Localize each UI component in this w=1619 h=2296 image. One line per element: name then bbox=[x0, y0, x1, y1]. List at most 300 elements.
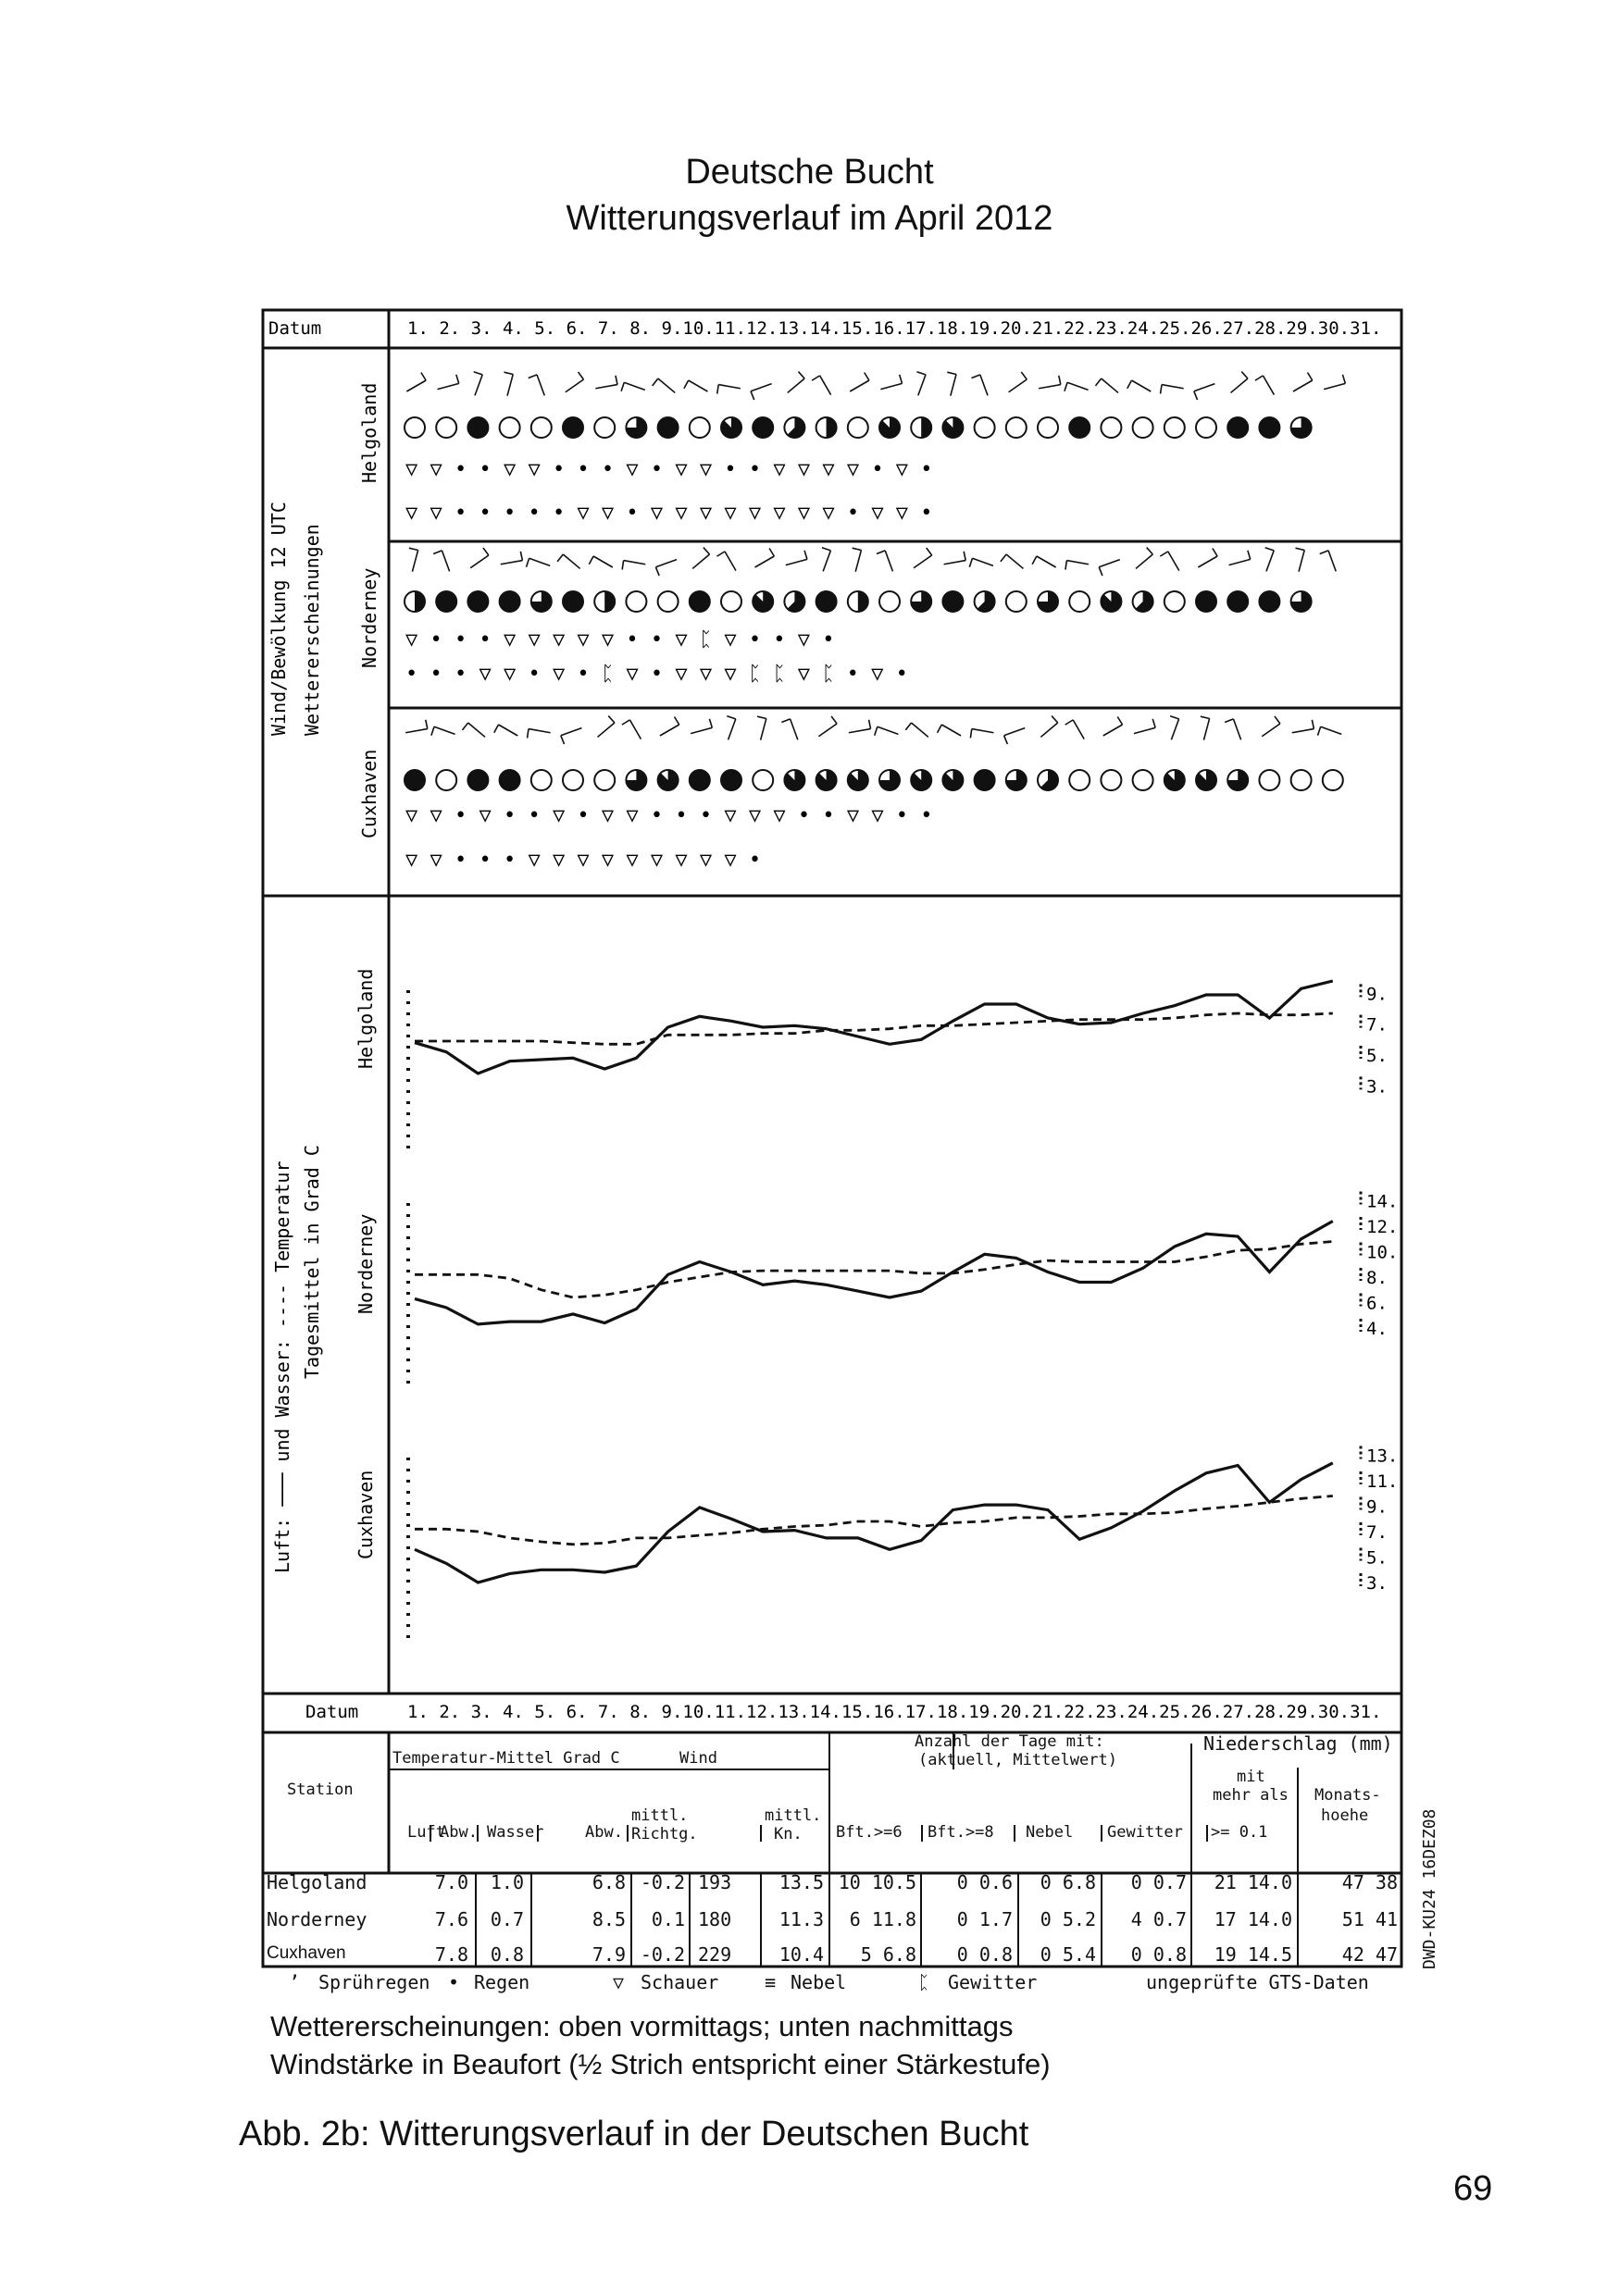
cell-kn: 10.4 bbox=[778, 1943, 824, 1966]
legend-gewitter: Gewitter bbox=[948, 1971, 1038, 1993]
wind-barb-shaft bbox=[820, 376, 831, 395]
wind-barb-feather bbox=[769, 548, 774, 556]
cloud-cover-cuxhaven bbox=[1133, 770, 1153, 790]
cloud-cover-norderney bbox=[626, 591, 646, 612]
wind-barb-shaft bbox=[405, 729, 428, 733]
cloud-circle bbox=[1164, 591, 1185, 612]
cloud-cover-cuxhaven bbox=[531, 770, 552, 790]
th-bft8: Bft.>=8 bbox=[928, 1823, 994, 1842]
wind-barb bbox=[1136, 548, 1152, 569]
cloud-cover-norderney bbox=[405, 591, 425, 612]
y-tick-label: 11. bbox=[1366, 1471, 1399, 1492]
wind-barb-shaft bbox=[1262, 724, 1280, 737]
wind-barb-shaft bbox=[412, 550, 417, 571]
cloud-circle bbox=[1196, 417, 1216, 438]
th-precip-mit-3: >= 0.1 bbox=[1211, 1823, 1268, 1842]
figure-caption: Abb. 2b: Witterungsverlauf in der Deutschen Bucht bbox=[239, 2115, 1029, 2153]
wind-barb bbox=[1065, 561, 1089, 570]
wind-barb-shaft bbox=[855, 550, 861, 571]
cloud-cover-norderney bbox=[721, 591, 741, 612]
cloud-cover-helgoland bbox=[1227, 417, 1248, 438]
cloud-cover-helgoland bbox=[753, 417, 773, 438]
legend-nebel: Nebel bbox=[791, 1971, 847, 1993]
cloud-cover-cuxhaven bbox=[1259, 770, 1279, 790]
cloud-circle bbox=[1227, 417, 1248, 438]
wind-barb bbox=[1160, 552, 1179, 571]
wind-barb bbox=[684, 380, 708, 391]
wind-barb-shaft bbox=[972, 558, 993, 565]
page-number: 69 bbox=[1453, 2169, 1493, 2208]
wind-barb-shaft bbox=[791, 719, 798, 740]
cloud-fill bbox=[784, 770, 804, 790]
wind-barb-feather bbox=[1241, 372, 1248, 379]
cloud-circle bbox=[1006, 417, 1027, 438]
cloud-circle bbox=[1227, 591, 1248, 612]
y-tick-label: 7. bbox=[1366, 1522, 1388, 1543]
y-tick-label: 5. bbox=[1366, 1046, 1388, 1066]
wind-barb-shaft bbox=[434, 726, 455, 734]
wind-barb-shaft bbox=[593, 556, 613, 567]
wind-barb-feather bbox=[622, 720, 630, 725]
cloud-circle bbox=[1101, 417, 1121, 438]
cloud-cover-helgoland bbox=[690, 417, 710, 438]
wind-barb-shaft bbox=[725, 552, 736, 571]
cloud-circle bbox=[467, 417, 488, 438]
cloud-circle bbox=[500, 770, 520, 790]
cloud-circle bbox=[658, 591, 679, 612]
cloud-cover-helgoland bbox=[879, 417, 900, 438]
cloud-circle bbox=[975, 770, 995, 790]
th-wind-kn-1: mittl. bbox=[765, 1806, 822, 1825]
wind-barb-feather bbox=[751, 391, 754, 400]
cloud-cover-helgoland bbox=[594, 417, 615, 438]
wind-barb-shaft bbox=[658, 379, 675, 392]
wind-barb bbox=[1001, 554, 1024, 568]
legend-regen: Regen bbox=[474, 1971, 530, 1993]
wind-barb bbox=[438, 375, 459, 390]
wind-barb bbox=[850, 372, 869, 391]
wind-barb-shaft bbox=[598, 723, 615, 737]
wind-barb-shaft bbox=[566, 379, 584, 392]
cloud-cover-cuxhaven bbox=[1323, 770, 1343, 790]
wind-barb-feather bbox=[1318, 726, 1321, 735]
wind-barb-feather bbox=[831, 716, 837, 724]
wind-barb-feather bbox=[1201, 716, 1210, 718]
wind-barb-feather bbox=[869, 720, 871, 729]
wind-barb-feather bbox=[1065, 561, 1066, 570]
cell-monat: 47 38 bbox=[1341, 1871, 1398, 1893]
wind-barb-feather bbox=[1052, 716, 1058, 723]
wind-barb-feather bbox=[727, 716, 735, 719]
wind-barb bbox=[1292, 720, 1314, 733]
wind-barb-shaft bbox=[880, 383, 902, 389]
wind-barb-feather bbox=[684, 380, 689, 389]
legend-schauer-symbol: ▽ bbox=[613, 1971, 625, 1993]
wind-barb bbox=[1324, 375, 1345, 390]
cell-abw: 0.8 bbox=[490, 1943, 524, 1966]
wind-barb-feather bbox=[674, 716, 679, 725]
statistics-table bbox=[263, 1732, 1401, 1967]
cloud-circle bbox=[1038, 417, 1058, 438]
wind-barb-feather bbox=[1032, 556, 1037, 565]
wind-barb bbox=[1127, 380, 1152, 391]
th-wind-kn-2: Kn. bbox=[774, 1825, 803, 1843]
th-wasser: Wasser bbox=[487, 1823, 544, 1842]
wind-barb bbox=[812, 376, 831, 395]
cell-mit: 21 14.0 bbox=[1214, 1871, 1292, 1893]
wind-barb bbox=[1065, 382, 1089, 391]
wind-barb-shaft bbox=[624, 382, 645, 390]
cloud-circle bbox=[436, 417, 456, 438]
wind-barb-feather bbox=[798, 372, 804, 379]
wind-barb bbox=[529, 375, 545, 396]
wind-barb-feather bbox=[426, 720, 428, 729]
wind-barb bbox=[1295, 548, 1304, 571]
wind-barb bbox=[727, 716, 735, 740]
wind-barb-feather bbox=[1004, 736, 1008, 744]
wind-barb bbox=[528, 729, 551, 738]
note-weather: Wettererscheinungen: oben vormittags; unten nachmittags bbox=[270, 2010, 1014, 2042]
wind-barb bbox=[622, 561, 645, 570]
line-norderney-wasser bbox=[415, 1242, 1333, 1298]
cell-bft6: 6 11.8 bbox=[849, 1908, 916, 1930]
wind-barb bbox=[504, 372, 513, 395]
cell-luft: 7.6 bbox=[434, 1908, 468, 1930]
cell-station: Cuxhaven bbox=[267, 1943, 346, 1963]
wind-barb-feather bbox=[1255, 376, 1264, 380]
cloud-cover-helgoland bbox=[942, 417, 963, 438]
temp-station-label-helgoland: Helgoland bbox=[355, 968, 377, 1069]
wind-barb-shaft bbox=[761, 718, 766, 739]
cloud-fill bbox=[942, 770, 963, 790]
cell-bft6: 10 10.5 bbox=[838, 1871, 916, 1893]
temp-station-label-norderney: Norderney bbox=[355, 1213, 377, 1314]
legend-regen-symbol: • bbox=[448, 1971, 460, 1993]
legend-spruehregen-symbol: ’ bbox=[289, 1971, 301, 1993]
wind-barb-shaft bbox=[507, 374, 513, 395]
th-precip-group: Niederschlag (mm) bbox=[1203, 1732, 1393, 1755]
temperature-axis-label: Luft: ─── und Wasser: ---- Temperatur bbox=[271, 1160, 293, 1573]
cloud-cover-norderney bbox=[467, 591, 488, 612]
date-ticks-bottom: 1. 2. 3. 4. 5. 6. 7. 8. 9.10.11.12.13.14.15.16.17.18.19.20.21.22.23.24.25.26.27.28.29.30.31. bbox=[407, 1702, 1382, 1722]
wind-barb-shaft bbox=[438, 383, 459, 389]
temp-station-label-cuxhaven: Cuxhaven bbox=[355, 1470, 377, 1559]
cell-gewitter: 0 0.8 bbox=[1130, 1943, 1187, 1966]
weather-cuxhaven-afternoon: ▽ ▽ • • • ▽ ▽ ▽ ▽ ▽ ▽ ▽ ▽ ▽ • bbox=[405, 849, 762, 872]
cell-abw: 1.0 bbox=[490, 1871, 524, 1893]
cloud-cover-norderney bbox=[816, 591, 837, 612]
cloud-circle bbox=[626, 591, 646, 612]
wind-barb-feather bbox=[947, 372, 956, 374]
wind-barb-feather bbox=[621, 382, 624, 391]
wind-barb-feather bbox=[1161, 385, 1162, 394]
cell-monat: 51 41 bbox=[1341, 1908, 1398, 1930]
wind-barb-feather bbox=[865, 372, 869, 380]
wind-barb-feather bbox=[969, 558, 972, 566]
cloud-circle bbox=[563, 417, 583, 438]
cloud-cover-norderney bbox=[942, 591, 963, 612]
cloud-circle bbox=[436, 591, 456, 612]
cloud-cover-helgoland bbox=[911, 417, 931, 438]
wind-barb-feather bbox=[589, 556, 593, 565]
wind-barb bbox=[409, 548, 418, 571]
cell-kn: 11.3 bbox=[778, 1908, 824, 1930]
cloud-cover-norderney bbox=[594, 591, 615, 612]
wind-barb-shaft bbox=[1203, 718, 1209, 739]
wind-barb bbox=[1255, 376, 1275, 395]
wind-barb-shaft bbox=[850, 380, 869, 391]
wind-barb-shaft bbox=[980, 375, 988, 396]
wind-barb-shaft bbox=[1134, 727, 1155, 733]
wind-barb bbox=[751, 384, 772, 401]
wind-barb bbox=[1134, 719, 1155, 734]
cloud-cover-cuxhaven bbox=[753, 770, 773, 790]
wind-barb-feather bbox=[433, 551, 442, 554]
cloud-circle bbox=[1006, 591, 1027, 612]
wind-barb-shaft bbox=[823, 551, 830, 572]
wind-barb bbox=[691, 719, 712, 734]
wind-barb-feather bbox=[1265, 548, 1274, 551]
cloud-cover-helgoland bbox=[531, 417, 552, 438]
cloud-fill bbox=[1196, 770, 1216, 790]
wind-barb-shaft bbox=[1004, 728, 1026, 736]
cloud-fill bbox=[721, 417, 741, 438]
y-tick-label: 6. bbox=[1366, 1293, 1388, 1314]
wind-barb bbox=[433, 551, 450, 572]
th-precip-mit-2: mehr als bbox=[1213, 1786, 1289, 1805]
cell-station: Helgoland bbox=[267, 1871, 367, 1893]
cloud-fill bbox=[1164, 770, 1185, 790]
wind-barb-shaft bbox=[624, 561, 646, 565]
wind-barb-shaft bbox=[529, 729, 551, 733]
cell-abw2: -0.2 bbox=[640, 1871, 685, 1893]
wind-barb-feather bbox=[1059, 376, 1061, 385]
wind-barb-shaft bbox=[442, 551, 449, 572]
cloud-fill bbox=[921, 417, 931, 438]
wind-barb-feather bbox=[653, 379, 658, 386]
cloud-cover-cuxhaven bbox=[1006, 770, 1027, 790]
th-abw2: Abw. bbox=[585, 1823, 623, 1842]
wind-barb bbox=[944, 552, 966, 565]
wind-barb-shaft bbox=[501, 561, 523, 565]
cloud-cover-norderney bbox=[1164, 591, 1185, 612]
wind-barb-shaft bbox=[529, 558, 551, 565]
chart-code: DWD-KU24 16DEZ08 bbox=[1420, 1808, 1439, 1969]
wind-barb bbox=[717, 385, 741, 394]
wind-barb bbox=[716, 552, 736, 571]
th-temp-group: Temperatur-Mittel Grad C bbox=[392, 1749, 620, 1768]
wind-barb-shaft bbox=[1168, 552, 1179, 571]
cloud-circle bbox=[690, 770, 710, 790]
legend-schauer: Schauer bbox=[641, 1971, 719, 1993]
cloud-circle bbox=[1196, 591, 1216, 612]
y-tick-label: 4. bbox=[1366, 1319, 1388, 1339]
wind-barb-shaft bbox=[691, 727, 712, 733]
cloud-cover-helgoland bbox=[1038, 417, 1058, 438]
cloud-circle bbox=[531, 770, 552, 790]
wind-barb bbox=[557, 554, 580, 568]
wind-barb bbox=[877, 551, 893, 572]
cloud-cover-cuxhaven bbox=[942, 770, 963, 790]
y-tick-label: 9. bbox=[1366, 1496, 1388, 1518]
wind-barb bbox=[1065, 720, 1085, 739]
wind-barb-shaft bbox=[849, 729, 871, 733]
wind-barb-feather bbox=[526, 558, 529, 566]
wind-barb bbox=[1293, 372, 1313, 391]
wind-barb-shaft bbox=[1009, 379, 1027, 392]
wind-barb-shaft bbox=[1103, 725, 1123, 736]
wind-barb-feather bbox=[877, 551, 885, 554]
wind-barb-feather bbox=[462, 723, 467, 730]
cloud-fill bbox=[858, 591, 868, 612]
wind-barb-feather bbox=[1307, 372, 1312, 380]
wind-barb bbox=[875, 726, 899, 735]
cloud-cover-helgoland bbox=[1291, 417, 1312, 438]
wind-barb bbox=[914, 548, 932, 568]
th-precip-month-1: Monats- bbox=[1314, 1786, 1381, 1805]
wind-barb-shaft bbox=[718, 385, 741, 389]
wind-barb-feather bbox=[504, 372, 513, 374]
wind-barb-feather bbox=[709, 719, 712, 728]
wind-axis-label: Wind/Bewölkung 12 UTC bbox=[268, 502, 290, 736]
cloud-circle bbox=[753, 770, 773, 790]
wind-barb-shaft bbox=[755, 556, 775, 567]
th-wind-dir-2: Richtg. bbox=[631, 1825, 698, 1843]
cloud-fill bbox=[827, 417, 837, 438]
wind-barb bbox=[1225, 719, 1241, 740]
cell-wasser: 8.5 bbox=[592, 1908, 626, 1930]
cloud-cover-helgoland bbox=[467, 417, 488, 438]
wind-barb bbox=[622, 720, 641, 739]
wind-barb bbox=[405, 720, 428, 733]
station-label-cuxhaven: Cuxhaven bbox=[358, 749, 380, 838]
wind-barb-feather bbox=[1147, 548, 1153, 554]
wind-barb-shaft bbox=[1102, 379, 1118, 392]
cloud-circle bbox=[816, 591, 837, 612]
wind-barb-feather bbox=[1194, 391, 1198, 400]
cloud-circle bbox=[879, 591, 900, 612]
weather-norderney-afternoon: • • • ▽ ▽ • ▽ • ᛈ ▽ • ▽ ▽ ▽ ᛈ ᛈ ▽ ᛈ • ▽ • bbox=[405, 663, 908, 686]
cloud-cover-norderney bbox=[1069, 591, 1090, 612]
cloud-circle bbox=[1259, 417, 1279, 438]
wind-barb-shaft bbox=[1073, 720, 1084, 739]
th-gewitter: Gewitter bbox=[1107, 1823, 1183, 1842]
cell-monat: 42 47 bbox=[1341, 1943, 1398, 1966]
legend bbox=[270, 1971, 1400, 2008]
cloud-circle bbox=[405, 417, 425, 438]
cloud-fill bbox=[911, 770, 931, 790]
wind-barb bbox=[755, 548, 775, 567]
cloud-circle bbox=[436, 770, 456, 790]
wind-barb-shaft bbox=[1293, 380, 1313, 391]
wind-barb-feather bbox=[409, 548, 418, 550]
wind-barb-shaft bbox=[1231, 379, 1248, 392]
cloud-cover-norderney bbox=[1101, 591, 1121, 612]
cloud-circle bbox=[721, 770, 741, 790]
wind-barb-shaft bbox=[1198, 556, 1217, 567]
cloud-cover-cuxhaven bbox=[1101, 770, 1121, 790]
cloud-circle bbox=[721, 591, 741, 612]
cloud-cover-cuxhaven bbox=[1069, 770, 1090, 790]
wind-barb-shaft bbox=[537, 375, 544, 396]
th-nebel: Nebel bbox=[1026, 1823, 1074, 1842]
th-precip-mit-1: mit bbox=[1237, 1768, 1265, 1786]
wind-barb bbox=[406, 372, 426, 391]
cloud-fill bbox=[848, 770, 868, 790]
wind-barb bbox=[462, 723, 485, 737]
cloud-cover-cuxhaven bbox=[879, 770, 900, 790]
legend-nebel-symbol: ≡ bbox=[765, 1971, 777, 1993]
chart-subtitle: Witterungsverlauf im April 2012 bbox=[566, 199, 1053, 238]
wind-barb bbox=[853, 548, 862, 571]
y-tick-label: 3. bbox=[1366, 1076, 1388, 1098]
wind-barb-feather bbox=[456, 375, 459, 384]
cloud-circle bbox=[563, 591, 583, 612]
wind-barb bbox=[1095, 379, 1118, 392]
wind-barb bbox=[1170, 716, 1178, 740]
wind-barb bbox=[566, 372, 584, 392]
wind-barb-feather bbox=[1160, 552, 1168, 556]
cell-luft: 7.0 bbox=[434, 1871, 468, 1893]
wind-barb-feather bbox=[757, 716, 766, 718]
cell-bft8: 0 1.7 bbox=[956, 1908, 1013, 1930]
wind-barb-shaft bbox=[1321, 726, 1342, 734]
wind-barb-feather bbox=[1213, 548, 1217, 556]
cloud-cover-norderney bbox=[975, 591, 995, 612]
wind-barb-shaft bbox=[561, 728, 582, 736]
wind-barb-shaft bbox=[972, 729, 994, 733]
line-cuxhaven-wasser bbox=[415, 1496, 1333, 1545]
wind-barb bbox=[1201, 716, 1210, 739]
wind-barb-feather bbox=[1001, 554, 1006, 562]
wind-barb-shaft bbox=[1328, 551, 1336, 572]
cloud-cover-helgoland bbox=[1133, 417, 1153, 438]
cell-bft8: 0 0.6 bbox=[956, 1871, 1013, 1893]
wind-barb bbox=[1161, 385, 1184, 394]
cloud-circle bbox=[594, 417, 615, 438]
cell-mit: 19 14.5 bbox=[1214, 1943, 1292, 1966]
wind-barb bbox=[947, 372, 956, 395]
legend-gewitter-symbol: ᛈ bbox=[918, 1971, 929, 1993]
cloud-cover-cuxhaven bbox=[467, 770, 488, 790]
wind-barb-feather bbox=[1152, 719, 1155, 728]
cloud-cover-helgoland bbox=[626, 417, 646, 438]
cloud-circle bbox=[467, 770, 488, 790]
wind-barb-feather bbox=[938, 725, 942, 733]
wind-barb-feather bbox=[853, 548, 862, 550]
cloud-cover-cuxhaven bbox=[848, 770, 868, 790]
wind-barb-shaft bbox=[918, 375, 926, 396]
wind-barb-feather bbox=[520, 552, 522, 561]
y-tick-label: 8. bbox=[1366, 1268, 1388, 1288]
wind-barb bbox=[1004, 728, 1026, 745]
cloud-cover-helgoland bbox=[1101, 417, 1121, 438]
wind-barb bbox=[1099, 560, 1120, 577]
wind-barb-feather bbox=[483, 548, 489, 555]
wind-barb bbox=[1231, 372, 1248, 393]
cloud-circle bbox=[1069, 417, 1090, 438]
cloud-circle bbox=[1259, 770, 1279, 790]
wind-barb-feather bbox=[578, 372, 583, 379]
wind-barb bbox=[970, 729, 993, 738]
wind-barb-shaft bbox=[1299, 550, 1304, 571]
cell-richtg: 180 bbox=[698, 1908, 732, 1930]
wind-barb-shaft bbox=[689, 380, 708, 391]
wind-barb-feather bbox=[804, 551, 807, 560]
wind-barb-shaft bbox=[660, 725, 679, 736]
wind-barb-shaft bbox=[595, 385, 617, 389]
wind-barb-shaft bbox=[788, 379, 804, 392]
